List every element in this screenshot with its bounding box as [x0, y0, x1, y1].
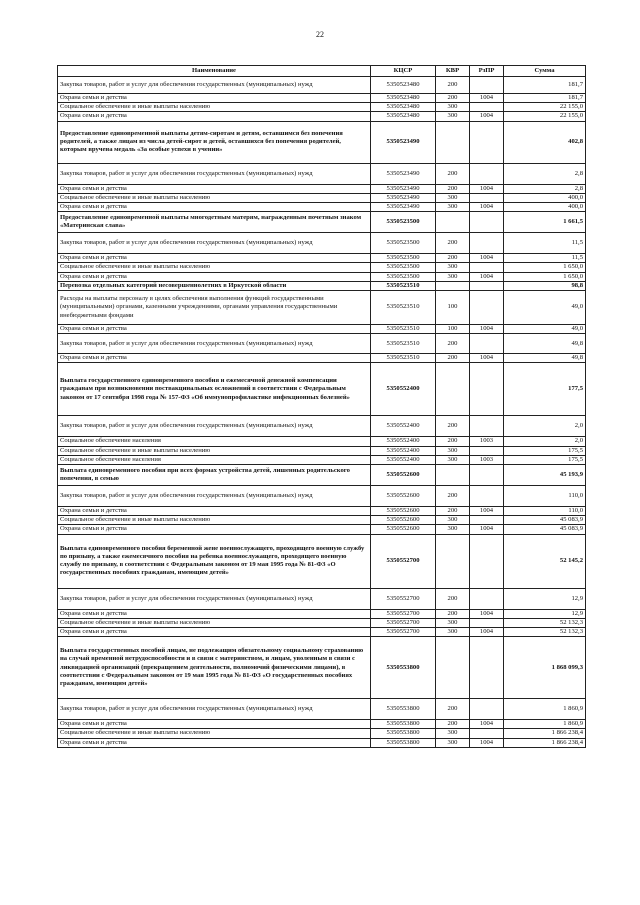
table-row — [58, 263, 586, 272]
cell-name: Предоставление единовременной выплаты детям-сиротам и детям, оставшимся без попечения родителей, а также лицам из числа детей-сирот и детей, оставшихся без попечения родителей, которым вручена медаль «За особые успехи в учении» — [58, 121, 371, 163]
cell-sum: 2,0 — [504, 437, 586, 446]
table-row — [58, 699, 586, 720]
cell-rzpr: 1004 — [470, 272, 504, 281]
cell-sum: 181,7 — [504, 94, 586, 103]
cell-kcsr: 5350552700 — [371, 609, 436, 618]
cell-rzpr — [470, 465, 504, 486]
cell-name: Закупка товаров, работ и услуг для обеспечения государственных (муниципальных) нужд — [58, 699, 371, 720]
cell-rzpr — [470, 77, 504, 94]
cell-rzpr — [470, 103, 504, 112]
cell-name: Социальное обеспечение населения — [58, 437, 371, 446]
cell-sum: 45 083,9 — [504, 516, 586, 525]
cell-rzpr: 1004 — [470, 354, 504, 363]
cell-rzpr — [470, 121, 504, 163]
table-row — [58, 729, 586, 738]
cell-kcsr: 5350523510 — [371, 354, 436, 363]
cell-kcsr: 5350523500 — [371, 272, 436, 281]
cell-name: Охрана семьи и детства — [58, 628, 371, 637]
cell-kvr: 200 — [436, 507, 470, 516]
cell-kvr: 300 — [436, 193, 470, 202]
cell-name: Охрана семьи и детства — [58, 354, 371, 363]
cell-sum: 22 155,0 — [504, 103, 586, 112]
cell-sum: 45 083,9 — [504, 525, 586, 534]
table-row — [58, 486, 586, 507]
cell-sum: 52 145,2 — [504, 534, 586, 588]
cell-kcsr: 5350523490 — [371, 163, 436, 184]
cell-name: Охрана семьи и детства — [58, 738, 371, 747]
table-header-row — [58, 66, 586, 77]
table-row — [58, 534, 586, 588]
cell-kcsr: 5350552600 — [371, 507, 436, 516]
cell-name: Охрана семьи и детства — [58, 609, 371, 618]
table-row — [58, 465, 586, 486]
cell-rzpr — [470, 618, 504, 627]
cell-name: Охрана семьи и детства — [58, 325, 371, 334]
cell-sum: 1 868 099,3 — [504, 637, 586, 699]
header-kvr: КВР — [436, 66, 470, 77]
table-row — [58, 334, 586, 354]
cell-kcsr: 5350552400 — [371, 363, 436, 416]
table-row — [58, 103, 586, 112]
cell-kcsr: 5350552700 — [371, 588, 436, 609]
cell-name: Охрана семьи и детства — [58, 720, 371, 729]
cell-kcsr: 5350523480 — [371, 77, 436, 94]
table-row — [58, 281, 586, 290]
table-row — [58, 77, 586, 94]
cell-kcsr: 5350553800 — [371, 738, 436, 747]
cell-kcsr: 5350523500 — [371, 263, 436, 272]
table-row — [58, 325, 586, 334]
cell-name: Социальное обеспечение и иные выплаты населению — [58, 618, 371, 627]
table-row — [58, 193, 586, 202]
cell-sum: 11,5 — [504, 233, 586, 254]
cell-kcsr: 5350523500 — [371, 233, 436, 254]
cell-name: Закупка товаров, работ и услуг для обеспечения государственных (муниципальных) нужд — [58, 334, 371, 354]
cell-kvr: 200 — [436, 354, 470, 363]
cell-sum: 175,5 — [504, 446, 586, 455]
table-row — [58, 446, 586, 455]
cell-sum: 52 132,3 — [504, 628, 586, 637]
cell-kvr: 200 — [436, 699, 470, 720]
cell-name: Охрана семьи и детства — [58, 272, 371, 281]
table-row — [58, 94, 586, 103]
cell-kcsr: 5350552400 — [371, 455, 436, 464]
cell-kvr — [436, 121, 470, 163]
cell-kvr: 200 — [436, 609, 470, 618]
cell-sum: 12,9 — [504, 609, 586, 618]
cell-kcsr: 5350552700 — [371, 618, 436, 627]
cell-name: Социальное обеспечение и иные выплаты населению — [58, 193, 371, 202]
cell-kcsr: 5350552400 — [371, 416, 436, 437]
cell-kvr — [436, 363, 470, 416]
cell-kcsr: 5350553800 — [371, 699, 436, 720]
cell-kcsr: 5350552700 — [371, 534, 436, 588]
cell-sum: 1 661,5 — [504, 212, 586, 233]
cell-name: Перевозка отдельных категорий несовершеннолетних в Иркутской области — [58, 281, 371, 290]
cell-kvr — [436, 212, 470, 233]
cell-kcsr: 5350523510 — [371, 325, 436, 334]
table-row — [58, 507, 586, 516]
cell-sum: 400,0 — [504, 203, 586, 212]
cell-rzpr — [470, 729, 504, 738]
table-row — [58, 291, 586, 325]
cell-sum: 1 866 238,4 — [504, 738, 586, 747]
cell-kvr: 300 — [436, 446, 470, 455]
table-row — [58, 112, 586, 121]
cell-kvr: 200 — [436, 720, 470, 729]
table-row — [58, 628, 586, 637]
cell-kvr: 300 — [436, 729, 470, 738]
cell-kcsr: 5350523490 — [371, 203, 436, 212]
cell-rzpr: 1004 — [470, 507, 504, 516]
header-name: Наименование — [58, 66, 371, 77]
cell-rzpr — [470, 281, 504, 290]
cell-kcsr: 5350523490 — [371, 121, 436, 163]
cell-kvr — [436, 281, 470, 290]
cell-rzpr: 1004 — [470, 254, 504, 263]
cell-kcsr: 5350523500 — [371, 212, 436, 233]
cell-name: Социальное обеспечение и иные выплаты населению — [58, 263, 371, 272]
cell-kcsr: 5350553800 — [371, 637, 436, 699]
cell-kvr: 100 — [436, 291, 470, 325]
cell-name: Социальное обеспечение населения — [58, 455, 371, 464]
header-sum: Сумма — [504, 66, 586, 77]
table-body — [58, 77, 586, 748]
cell-rzpr — [470, 334, 504, 354]
table-row — [58, 416, 586, 437]
cell-kcsr: 5350552600 — [371, 486, 436, 507]
cell-sum: 1 860,9 — [504, 699, 586, 720]
cell-sum: 49,0 — [504, 291, 586, 325]
cell-kcsr: 5350552600 — [371, 465, 436, 486]
cell-kcsr: 5350523510 — [371, 334, 436, 354]
table-row — [58, 121, 586, 163]
cell-sum: 49,8 — [504, 354, 586, 363]
cell-name: Выплата государственных пособий лицам, не подлежащим обязательному социальному страхованию на случай временной нетрудоспособности и в связи с материнством, и лицам, уволенным в связи с ликвидацией организаций (прекращением деятельности, полномочий физическими лицами), в соответствии с Федеральным законом от 19 мая 1995 года № 81-ФЗ «О государственных пособиях гражданам, имеющим детей» — [58, 637, 371, 699]
cell-kvr: 200 — [436, 486, 470, 507]
cell-sum: 11,5 — [504, 254, 586, 263]
cell-kvr: 300 — [436, 263, 470, 272]
table-row — [58, 618, 586, 627]
cell-rzpr — [470, 516, 504, 525]
cell-kvr: 200 — [436, 94, 470, 103]
cell-name: Охрана семьи и детства — [58, 112, 371, 121]
cell-kcsr: 5350523510 — [371, 291, 436, 325]
cell-kvr: 300 — [436, 272, 470, 281]
cell-sum: 1 866 238,4 — [504, 729, 586, 738]
cell-kcsr: 5350552700 — [371, 628, 436, 637]
cell-name: Закупка товаров, работ и услуг для обеспечения государственных (муниципальных) нужд — [58, 416, 371, 437]
cell-name: Социальное обеспечение и иные выплаты населению — [58, 729, 371, 738]
cell-kcsr: 5350552400 — [371, 446, 436, 455]
cell-sum: 49,0 — [504, 325, 586, 334]
cell-kvr: 300 — [436, 516, 470, 525]
cell-name: Закупка товаров, работ и услуг для обеспечения государственных (муниципальных) нужд — [58, 163, 371, 184]
table-row — [58, 272, 586, 281]
cell-rzpr: 1004 — [470, 720, 504, 729]
cell-name: Предоставление единовременной выплаты многодетным матерям, награжденным почетным знаком «Материнская слава» — [58, 212, 371, 233]
cell-rzpr: 1004 — [470, 184, 504, 193]
table-row — [58, 163, 586, 184]
cell-sum: 1 650,0 — [504, 272, 586, 281]
cell-kvr: 300 — [436, 203, 470, 212]
cell-sum: 177,5 — [504, 363, 586, 416]
cell-sum: 22 155,0 — [504, 112, 586, 121]
cell-kcsr: 5350552600 — [371, 525, 436, 534]
table-row — [58, 525, 586, 534]
cell-kcsr: 5350552400 — [371, 437, 436, 446]
table-row — [58, 233, 586, 254]
cell-name: Выплата единовременного пособия при всех формах устройства детей, лишенных родительского попечения, в семью — [58, 465, 371, 486]
cell-rzpr — [470, 699, 504, 720]
cell-sum: 2,8 — [504, 184, 586, 193]
table-row — [58, 212, 586, 233]
cell-sum: 2,0 — [504, 416, 586, 437]
cell-rzpr — [470, 534, 504, 588]
cell-kvr: 300 — [436, 112, 470, 121]
cell-rzpr: 1004 — [470, 94, 504, 103]
cell-kcsr: 5350523510 — [371, 281, 436, 290]
table-row — [58, 609, 586, 618]
cell-kvr: 200 — [436, 588, 470, 609]
table-row — [58, 184, 586, 193]
cell-kvr: 200 — [436, 233, 470, 254]
cell-name: Закупка товаров, работ и услуг для обеспечения государственных (муниципальных) нужд — [58, 486, 371, 507]
cell-rzpr — [470, 363, 504, 416]
header-kcsr: КЦСР — [371, 66, 436, 77]
cell-rzpr — [470, 193, 504, 202]
cell-kcsr: 5350552600 — [371, 516, 436, 525]
cell-sum: 110,0 — [504, 507, 586, 516]
cell-sum: 402,8 — [504, 121, 586, 163]
cell-kvr: 200 — [436, 163, 470, 184]
cell-rzpr: 1004 — [470, 738, 504, 747]
table-row — [58, 203, 586, 212]
cell-kvr: 200 — [436, 416, 470, 437]
cell-kcsr: 5350523490 — [371, 193, 436, 202]
cell-kcsr: 5350523480 — [371, 103, 436, 112]
cell-sum: 12,9 — [504, 588, 586, 609]
cell-kcsr: 5350523490 — [371, 184, 436, 193]
cell-name: Охрана семьи и детства — [58, 254, 371, 263]
table-row — [58, 354, 586, 363]
cell-rzpr — [470, 446, 504, 455]
cell-kvr: 300 — [436, 103, 470, 112]
cell-rzpr — [470, 263, 504, 272]
cell-rzpr — [470, 291, 504, 325]
cell-kvr — [436, 465, 470, 486]
cell-rzpr — [470, 588, 504, 609]
cell-rzpr: 1004 — [470, 203, 504, 212]
cell-kcsr: 5350523500 — [371, 254, 436, 263]
table-row — [58, 516, 586, 525]
cell-sum: 1 650,0 — [504, 263, 586, 272]
cell-rzpr: 1004 — [470, 112, 504, 121]
cell-name: Закупка товаров, работ и услуг для обеспечения государственных (муниципальных) нужд — [58, 77, 371, 94]
cell-kcsr: 5350553800 — [371, 729, 436, 738]
cell-kvr: 300 — [436, 455, 470, 464]
cell-rzpr — [470, 233, 504, 254]
cell-sum: 181,7 — [504, 77, 586, 94]
cell-rzpr: 1003 — [470, 455, 504, 464]
cell-name: Выплата единовременного пособия беременной жене военнослужащего, проходящего военную службу по призыву, а также ежемесячного пособия на ребенка военнослужащего, проходящего военную службу по призыву, в соответствии с Федеральным законом от 19 мая 1995 года № 81-ФЗ «О государственных пособиях гражданам, имеющим детей» — [58, 534, 371, 588]
cell-kvr: 200 — [436, 254, 470, 263]
cell-sum: 1 860,9 — [504, 720, 586, 729]
cell-kvr — [436, 534, 470, 588]
cell-name: Социальное обеспечение и иные выплаты населению — [58, 516, 371, 525]
cell-rzpr — [470, 163, 504, 184]
cell-kvr: 300 — [436, 738, 470, 747]
cell-name: Охрана семьи и детства — [58, 203, 371, 212]
cell-sum: 400,0 — [504, 193, 586, 202]
cell-rzpr: 1004 — [470, 525, 504, 534]
cell-rzpr — [470, 416, 504, 437]
cell-kvr: 200 — [436, 77, 470, 94]
cell-sum: 52 132,3 — [504, 618, 586, 627]
table-row — [58, 455, 586, 464]
header-rzpr: РзПР — [470, 66, 504, 77]
cell-kvr — [436, 637, 470, 699]
table-row — [58, 738, 586, 747]
cell-sum: 98,8 — [504, 281, 586, 290]
cell-name: Закупка товаров, работ и услуг для обеспечения государственных (муниципальных) нужд — [58, 588, 371, 609]
cell-kcsr: 5350523480 — [371, 94, 436, 103]
table-row — [58, 254, 586, 263]
cell-kvr: 200 — [436, 334, 470, 354]
cell-sum: 110,0 — [504, 486, 586, 507]
cell-kvr: 100 — [436, 325, 470, 334]
page-number: 22 — [316, 30, 324, 39]
cell-kcsr: 5350523480 — [371, 112, 436, 121]
table-row — [58, 720, 586, 729]
table-row — [58, 637, 586, 699]
cell-sum: 49,8 — [504, 334, 586, 354]
table-row — [58, 437, 586, 446]
cell-name: Охрана семьи и детства — [58, 184, 371, 193]
cell-kvr: 300 — [436, 618, 470, 627]
cell-rzpr — [470, 637, 504, 699]
cell-rzpr: 1004 — [470, 325, 504, 334]
cell-kvr: 200 — [436, 184, 470, 193]
cell-kcsr: 5350553800 — [371, 720, 436, 729]
budget-table — [57, 65, 586, 748]
table-row — [58, 363, 586, 416]
cell-sum: 2,8 — [504, 163, 586, 184]
cell-rzpr: 1004 — [470, 609, 504, 618]
table-row — [58, 588, 586, 609]
cell-sum: 45 193,9 — [504, 465, 586, 486]
cell-name: Социальное обеспечение и иные выплаты населению — [58, 103, 371, 112]
cell-name: Закупка товаров, работ и услуг для обеспечения государственных (муниципальных) нужд — [58, 233, 371, 254]
cell-name: Расходы на выплаты персоналу в целях обеспечения выполнения функций государственными (муниципальными) органами, казенными учреждениями, органами управления государственными внебюджетными фондами — [58, 291, 371, 325]
cell-rzpr — [470, 486, 504, 507]
cell-sum: 175,5 — [504, 455, 586, 464]
cell-name: Охрана семьи и детства — [58, 94, 371, 103]
cell-name: Охрана семьи и детства — [58, 525, 371, 534]
cell-kvr: 200 — [436, 437, 470, 446]
cell-kvr: 300 — [436, 525, 470, 534]
cell-name: Охрана семьи и детства — [58, 507, 371, 516]
cell-name: Выплата государственного единовременного пособия и ежемесячной денежной компенсации гражданам при возникновении поствакцинальных осложнений в соответствии с Федеральным законом от 17 сентября 1998 года № 157-ФЗ «Об иммунопрофилактике инфекционных болезней» — [58, 363, 371, 416]
cell-name: Социальное обеспечение и иные выплаты населению — [58, 446, 371, 455]
cell-kvr: 300 — [436, 628, 470, 637]
cell-rzpr — [470, 212, 504, 233]
cell-rzpr: 1003 — [470, 437, 504, 446]
cell-rzpr: 1004 — [470, 628, 504, 637]
